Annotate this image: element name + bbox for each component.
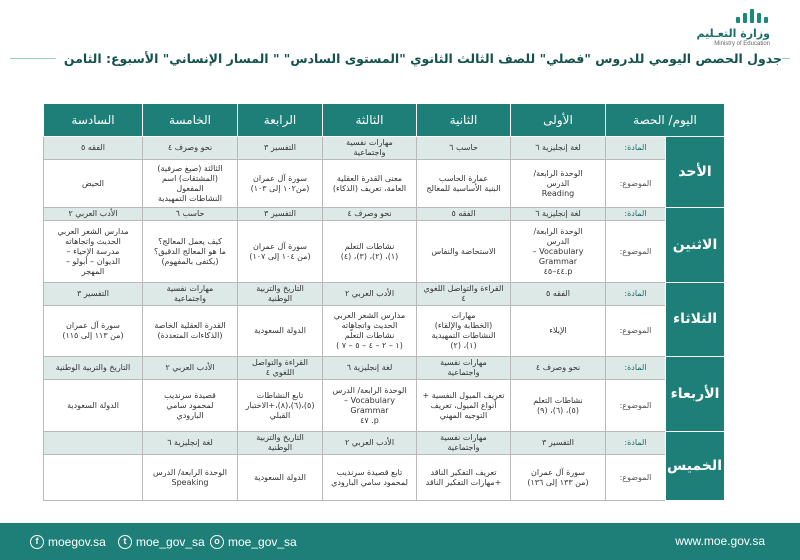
header-day-period: اليوم/ الحصة — [606, 104, 725, 137]
facebook-handle: moegov.sa — [48, 534, 106, 549]
subject-cell: التفسير ٣ — [44, 282, 143, 305]
header-period-2: الثانية — [417, 104, 511, 137]
topic-label: الموضوع: — [606, 380, 666, 432]
header-period-1: الأولى — [511, 104, 606, 137]
subject-cell: مهارات نفسية واجتماعية — [143, 282, 238, 305]
topic-cell: قصيدة سرنديب لمحمود سامي البارودي — [143, 380, 238, 432]
topic-label: الموضوع: — [606, 306, 666, 357]
topic-cell: نشاطات التعلم (٥)، (٦)، (٩) — [511, 380, 606, 432]
day-wednesday: الأربعاء — [666, 356, 725, 431]
topic-label: الموضوع: — [606, 455, 666, 501]
topic-cell: الوحدة الرابعة/ الدرس Vocabulary – Grammar p.٤٤–٤٥ — [511, 221, 606, 283]
subject-cell: التفسير ٣ — [238, 207, 323, 220]
subject-cell: الأدب العربي ٢ — [323, 431, 417, 454]
day-tuesday: الثلاثاء — [666, 282, 725, 356]
subject-cell: الفقه ٥ — [44, 137, 143, 160]
day-monday: الاثنين — [666, 207, 725, 282]
sunday-topic-row — [44, 160, 725, 208]
subject-cell: الفقه ٥ — [511, 282, 606, 305]
subject-cell: التفسير ٣ — [238, 137, 323, 160]
header-period-5: الخامسة — [143, 104, 238, 137]
topic-cell: تابع النشاطات (٥)،(٦)،(٨)،+الاختبار القبلي — [238, 380, 323, 432]
subject-cell: الفقه ٥ — [417, 207, 511, 220]
topic-cell: كيف يعمل المعالج؟ ما هو المعالج الدقيق؟ (يكتفى بالمفهوم) — [143, 221, 238, 283]
sunday-subject-row — [44, 137, 725, 160]
topic-label: الموضوع: — [606, 221, 666, 283]
day-thursday: الخميس — [666, 431, 725, 500]
topic-cell: مدارس الشعر العربي الحديث واتجاهاته نشاطات التعلّم (١ – ٢ – ٤ – ٥ – ٧ ) — [323, 306, 417, 357]
subject-cell: مهارات نفسية واجتماعية — [417, 431, 511, 454]
topic-cell: الحيض — [44, 160, 143, 208]
twitter-handle: moe_gov_sa — [136, 534, 205, 549]
thursday-topic-row — [44, 455, 725, 501]
topic-cell: الثالثة (صيغ صرفية) (المشتقات) اسم المفعول النشاطات التمهيدية — [143, 160, 238, 208]
header-period-4: الرابعة — [238, 104, 323, 137]
topic-cell: مهارات (الخطابة والإلقاء) النشاطات التمهيدية (١)، (٢) — [417, 306, 511, 357]
header-period-6: السادسة — [44, 104, 143, 137]
subject-cell: مهارات نفسية واجتماعية — [323, 137, 417, 160]
subject-cell: نحو وصرف ٤ — [323, 207, 417, 220]
monday-subject-row — [44, 207, 725, 220]
subject-cell: التاريخ والتربية الوطنية — [238, 282, 323, 305]
subject-cell: الأدب العربي ٢ — [323, 282, 417, 305]
topic-label: الموضوع: — [606, 160, 666, 208]
page-title: جدول الحصص اليومي للدروس "فصلي" للصف الثالث الثانوي "المستوى السادس" " المسار الإنساني" الأسبوع: الثامن — [56, 49, 782, 69]
instagram-link[interactable] — [210, 523, 297, 560]
tuesday-topic-row — [44, 306, 725, 357]
subject-cell: لغة إنجليزية ٦ — [323, 356, 417, 379]
subject-cell: لغة إنجليزية ٦ — [511, 207, 606, 220]
topic-cell: الدولة السعودية — [238, 306, 323, 357]
subject-cell: حاسب ٦ — [143, 207, 238, 220]
monday-topic-row — [44, 221, 725, 283]
wednesday-topic-row — [44, 380, 725, 432]
twitter-icon: t — [118, 535, 132, 549]
logo-mark-icon — [736, 9, 768, 23]
topic-cell: الدولة السعودية — [238, 455, 323, 501]
topic-cell: تابع قصيدة سرنديب لمحمود سامي البارودي — [323, 455, 417, 501]
subject-cell: القراءة والتواصل اللغوي ٤ — [417, 282, 511, 305]
topic-cell: تعريف التفكير الناقد +مهارات التفكير الناقد — [417, 455, 511, 501]
twitter-link[interactable] — [118, 523, 205, 560]
subject-label: المادة: — [606, 282, 666, 305]
thursday-subject-row — [44, 431, 725, 454]
topic-cell: الإيلاء — [511, 306, 606, 357]
facebook-link[interactable] — [30, 523, 106, 560]
footer-bar — [0, 523, 800, 560]
website-link[interactable]: www.moe.gov.sa — [675, 534, 765, 548]
topic-cell: نشاطات التعلم (١)، (٢)، (٣)، (٤) — [323, 221, 417, 283]
topic-cell: سورة آل عمران (من ١١٣ إلى ١١٥) — [44, 306, 143, 357]
topic-cell: معنى القدرة العقلية العامة، تعريف (الذكاء) — [323, 160, 417, 208]
subject-cell: لغة إنجليزية ٦ — [511, 137, 606, 160]
subject-cell: نحو وصرف ٤ — [511, 356, 606, 379]
topic-cell — [44, 455, 143, 501]
subject-label: المادة: — [606, 207, 666, 220]
subject-cell: مهارات نفسية واجتماعية — [417, 356, 511, 379]
subject-cell: لغة إنجليزية ٦ — [143, 431, 238, 454]
topic-cell: مدارس الشعر العربي الحديث واتجاهاته مدرسة الإحياء – الديوان – أبولو – المهجر — [44, 221, 143, 283]
topic-cell: الوحدة الرابعة/ الدرس Vocabulary – Grammar p. ٤٧ — [323, 380, 417, 432]
topic-cell: الوحدة الرابعة/ الدرس Speaking — [143, 455, 238, 501]
subject-cell: الأدب العربي ٢ — [143, 356, 238, 379]
topic-cell: القدرة العقلية الخاصة (الذكاءات المتعددة) — [143, 306, 238, 357]
header-row — [44, 104, 725, 137]
instagram-handle: moe_gov_sa — [228, 534, 297, 549]
topic-cell: الاستحاضة والنفاس — [417, 221, 511, 283]
topic-cell: سورة آل عمران (من ١٣٣ إلى ١٣٦) — [511, 455, 606, 501]
topic-cell: تعريف الميول النفسية + أنواع الميول، تعريف التوجيه المهني — [417, 380, 511, 432]
subject-cell: التفسير ٣ — [511, 431, 606, 454]
subject-cell: حاسب ٦ — [417, 137, 511, 160]
ministry-logo — [660, 8, 770, 48]
title-bar — [0, 49, 800, 69]
topic-cell: عمارة الحاسب البنية الأساسية للمعالج — [417, 160, 511, 208]
subject-cell: التاريخ والتربية الوطنية — [238, 431, 323, 454]
topic-cell: سورة آل عمران (من١٠٢ إلى ١٠٣) — [238, 160, 323, 208]
subject-label: المادة: — [606, 137, 666, 160]
tuesday-subject-row — [44, 282, 725, 305]
day-sunday: الأحد — [666, 137, 725, 208]
subject-cell: التاريخ والتربية الوطنية — [44, 356, 143, 379]
schedule-table — [43, 103, 725, 501]
logo-english-text: Ministry of Education — [714, 41, 770, 47]
subject-cell: الأدب العربي ٢ — [44, 207, 143, 220]
facebook-icon: f — [30, 535, 44, 549]
topic-cell: الدولة السعودية — [44, 380, 143, 432]
subject-cell: نحو وصرف ٤ — [143, 137, 238, 160]
wednesday-subject-row — [44, 356, 725, 379]
logo-arabic-text: وزارة التعـليم — [696, 27, 770, 40]
topic-cell: سورة آل عمران (من ١٠٤ إلى ١٠٧) — [238, 221, 323, 283]
subject-label: المادة: — [606, 431, 666, 454]
subject-cell — [44, 431, 143, 454]
instagram-icon: o — [210, 535, 224, 549]
header-period-3: الثالثة — [323, 104, 417, 137]
subject-cell: القراءة والتواصل اللغوي ٤ — [238, 356, 323, 379]
topic-cell: الوحدة الرابعة/ الدرس Reading — [511, 160, 606, 208]
subject-label: المادة: — [606, 356, 666, 379]
